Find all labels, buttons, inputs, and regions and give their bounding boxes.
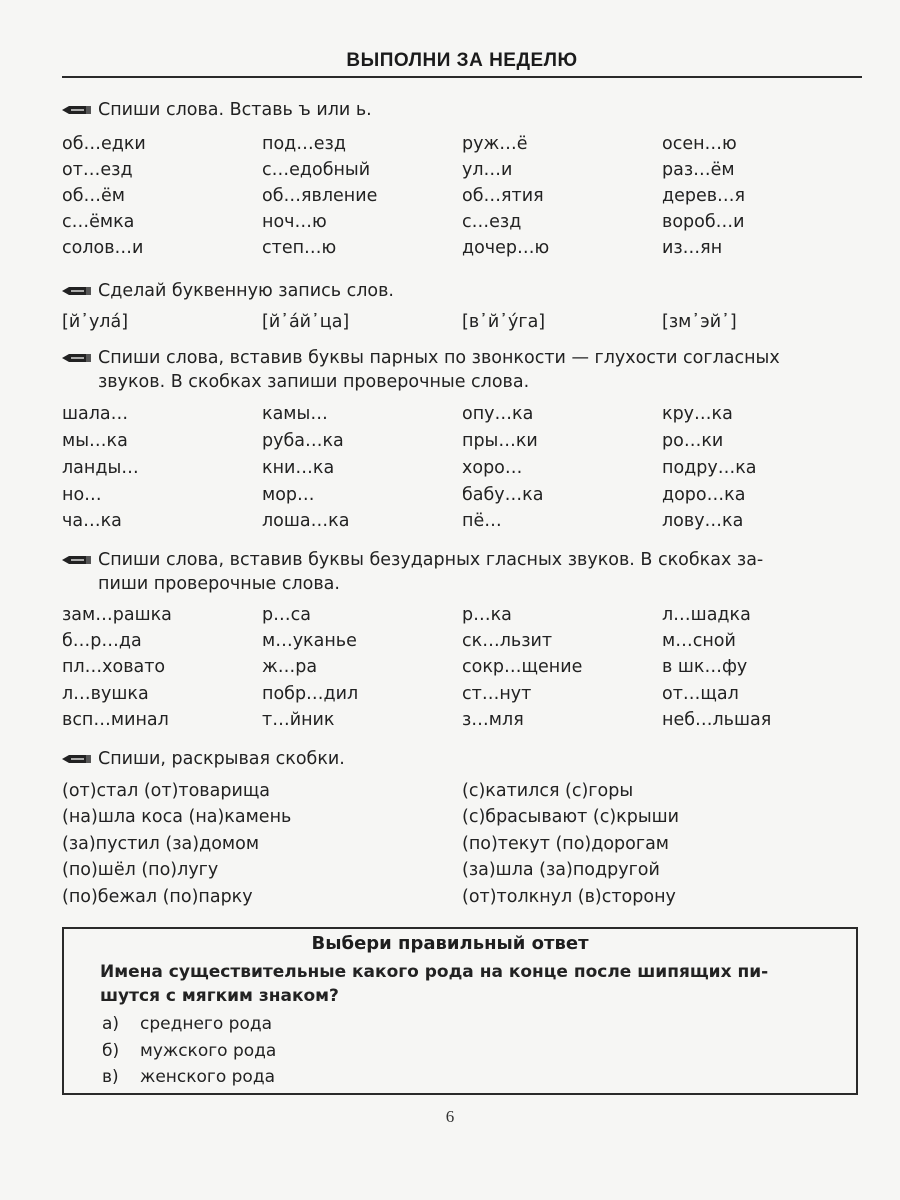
- word-cell: камы…: [262, 404, 328, 424]
- word-cell: кру…ка: [662, 404, 733, 424]
- task-3-row: [62, 458, 862, 484]
- word-cell: об…ём: [62, 186, 125, 206]
- transcription-cell: [й᾽ула́]: [62, 312, 129, 332]
- option-label: в): [102, 1067, 119, 1087]
- word-cell: ноч…ю: [262, 212, 327, 232]
- task-4-row: [62, 631, 862, 657]
- word-cell: бабу…ка: [462, 485, 544, 505]
- phrase-cell: (от)стал (от)товарища: [62, 781, 271, 801]
- phrase-cell: (по)текут (по)дорогам: [462, 834, 669, 854]
- task-3-instruction-line: Спиши слова, вставив буквы парных по звонкости — глухости согласных: [98, 348, 780, 368]
- word-cell: об…явление: [262, 186, 378, 206]
- word-cell: ро…ки: [662, 431, 724, 451]
- word-cell: неб…льшая: [662, 710, 772, 730]
- pencil-icon: [62, 351, 92, 365]
- task-3-row: [62, 511, 862, 537]
- word-cell: от…езд: [62, 160, 133, 180]
- pencil-icon: [62, 284, 92, 298]
- quiz-option-a[interactable]: [102, 1014, 272, 1034]
- task-5-row: [62, 887, 862, 913]
- task-5-row: [62, 781, 862, 807]
- word-cell: опу…ка: [462, 404, 534, 424]
- phrase-cell: (по)бежал (по)парку: [62, 887, 253, 907]
- task-2-instruction: Сделай буквенную запись слов.: [98, 281, 394, 301]
- word-cell: лоша…ка: [262, 511, 350, 531]
- task-3-row: [62, 404, 862, 430]
- transcription-cell: [й᾽а́й᾽ца]: [262, 312, 350, 332]
- word-cell: об…ятия: [462, 186, 544, 206]
- task-1-row: [62, 160, 862, 186]
- task-4-row: [62, 684, 862, 710]
- task-3-instruction-block: [62, 346, 862, 394]
- option-text: женского рода: [140, 1067, 276, 1087]
- phrase-cell: (с)катился (с)горы: [462, 781, 634, 801]
- word-cell: р…ка: [462, 605, 512, 625]
- task-2-row: [62, 312, 862, 338]
- word-cell: ча…ка: [62, 511, 122, 531]
- task-1-row: [62, 134, 862, 160]
- word-cell: лову…ка: [662, 511, 744, 531]
- task-4-instruction-line: Спиши слова, вставив буквы безударных гласных звуков. В скобках за-: [98, 550, 764, 570]
- word-cell: руба…ка: [262, 431, 344, 451]
- word-cell: с…езд: [462, 212, 522, 232]
- word-cell: л…шадка: [662, 605, 751, 625]
- word-cell: дерев…я: [662, 186, 746, 206]
- pencil-icon: [62, 752, 92, 766]
- option-text: мужского рода: [140, 1041, 277, 1061]
- word-cell: шала…: [62, 404, 129, 424]
- word-cell: степ…ю: [262, 238, 337, 258]
- word-cell: подру…ка: [662, 458, 757, 478]
- task-4-row: [62, 657, 862, 683]
- word-cell: с…ёмка: [62, 212, 135, 232]
- pencil-icon: [62, 103, 92, 117]
- task-5-row: [62, 834, 862, 860]
- word-cell: солов…и: [62, 238, 144, 258]
- task-1-row: [62, 186, 862, 212]
- quiz-question-line: Имена существительные какого рода на конце после шипящих пи-: [100, 962, 769, 982]
- task-2-instruction-block: [62, 279, 862, 303]
- option-label: а): [102, 1014, 120, 1034]
- word-cell: кни…ка: [262, 458, 335, 478]
- word-cell: ж…ра: [262, 657, 318, 677]
- word-cell: зам…рашка: [62, 605, 172, 625]
- task-3-row: [62, 485, 862, 511]
- word-cell: пл…ховато: [62, 657, 166, 677]
- word-cell: в шк…фу: [662, 657, 748, 677]
- phrase-cell: (от)толкнул (в)сторону: [462, 887, 676, 907]
- task-4-instruction-line: пиши проверочные слова.: [98, 574, 340, 594]
- transcription-cell: [зм᾽эй᾽]: [662, 312, 737, 332]
- word-cell: с…едобный: [262, 160, 371, 180]
- option-text: среднего рода: [140, 1014, 273, 1034]
- word-cell: хоро…: [462, 458, 523, 478]
- quiz-title: Выбери правильный ответ: [311, 933, 589, 954]
- word-cell: пё…: [462, 511, 502, 531]
- word-cell: т…йник: [262, 710, 335, 730]
- task-3-row: [62, 431, 862, 457]
- word-cell: ланды…: [62, 458, 139, 478]
- word-cell: доро…ка: [662, 485, 746, 505]
- task-5-row: [62, 807, 862, 833]
- word-cell: осен…ю: [662, 134, 737, 154]
- task-4-row: [62, 710, 862, 736]
- word-cell: вороб…и: [662, 212, 745, 232]
- header-divider: [62, 76, 862, 78]
- word-cell: м…сной: [662, 631, 736, 651]
- transcription-cell: [в᾽й᾽у́га]: [462, 312, 546, 332]
- task-1-row: [62, 212, 862, 238]
- task-1-row: [62, 238, 862, 264]
- word-cell: б…р…да: [62, 631, 142, 651]
- phrase-cell: (за)шла (за)подругой: [462, 860, 660, 880]
- quiz-option-b[interactable]: [102, 1041, 276, 1061]
- word-cell: побр…дил: [262, 684, 359, 704]
- word-cell: мы…ка: [62, 431, 128, 451]
- word-cell: под…езд: [262, 134, 346, 154]
- task-1-instruction-block: [62, 98, 862, 122]
- phrase-cell: (по)шёл (по)лугу: [62, 860, 219, 880]
- word-cell: всп…минал: [62, 710, 169, 730]
- task-5-row: [62, 860, 862, 886]
- word-cell: м…уканье: [262, 631, 357, 651]
- phrase-cell: (за)пустил (за)домом: [62, 834, 260, 854]
- phrase-cell: (на)шла коса (на)камень: [62, 807, 292, 827]
- phrase-cell: (с)брасывают (с)крыши: [462, 807, 680, 827]
- option-label: б): [102, 1041, 120, 1061]
- word-cell: ск…льзит: [462, 631, 553, 651]
- word-cell: пры…ки: [462, 431, 538, 451]
- word-cell: л…вушка: [62, 684, 149, 704]
- word-cell: сокр…щение: [462, 657, 583, 677]
- word-cell: из…ян: [662, 238, 723, 258]
- word-cell: мор…: [262, 485, 315, 505]
- word-cell: руж…ё: [462, 134, 528, 154]
- word-cell: ст…нут: [462, 684, 532, 704]
- word-cell: ул…и: [462, 160, 513, 180]
- task-4-row: [62, 605, 862, 631]
- quiz-question-line: шутся с мягким знаком?: [100, 986, 339, 1006]
- word-cell: з…мля: [462, 710, 524, 730]
- quiz-option-c[interactable]: [102, 1067, 275, 1087]
- task-1-instruction: Спиши слова. Вставь ъ или ь.: [98, 100, 372, 120]
- task-4-instruction-block: [62, 548, 862, 596]
- word-cell: об…едки: [62, 134, 146, 154]
- task-5-instruction-block: [62, 747, 862, 771]
- page-number: 6: [445, 1107, 455, 1126]
- task-3-instruction-line: звуков. В скобках запиши проверочные слова.: [98, 372, 530, 392]
- word-cell: р…са: [262, 605, 311, 625]
- page-header-title: ВЫПОЛНИ ЗА НЕДЕЛЮ: [346, 50, 578, 71]
- word-cell: раз…ём: [662, 160, 735, 180]
- word-cell: дочер…ю: [462, 238, 550, 258]
- task-5-instruction: Спиши, раскрывая скобки.: [98, 749, 345, 769]
- pencil-icon: [62, 553, 92, 567]
- word-cell: но…: [62, 485, 102, 505]
- word-cell: от…щал: [662, 684, 739, 704]
